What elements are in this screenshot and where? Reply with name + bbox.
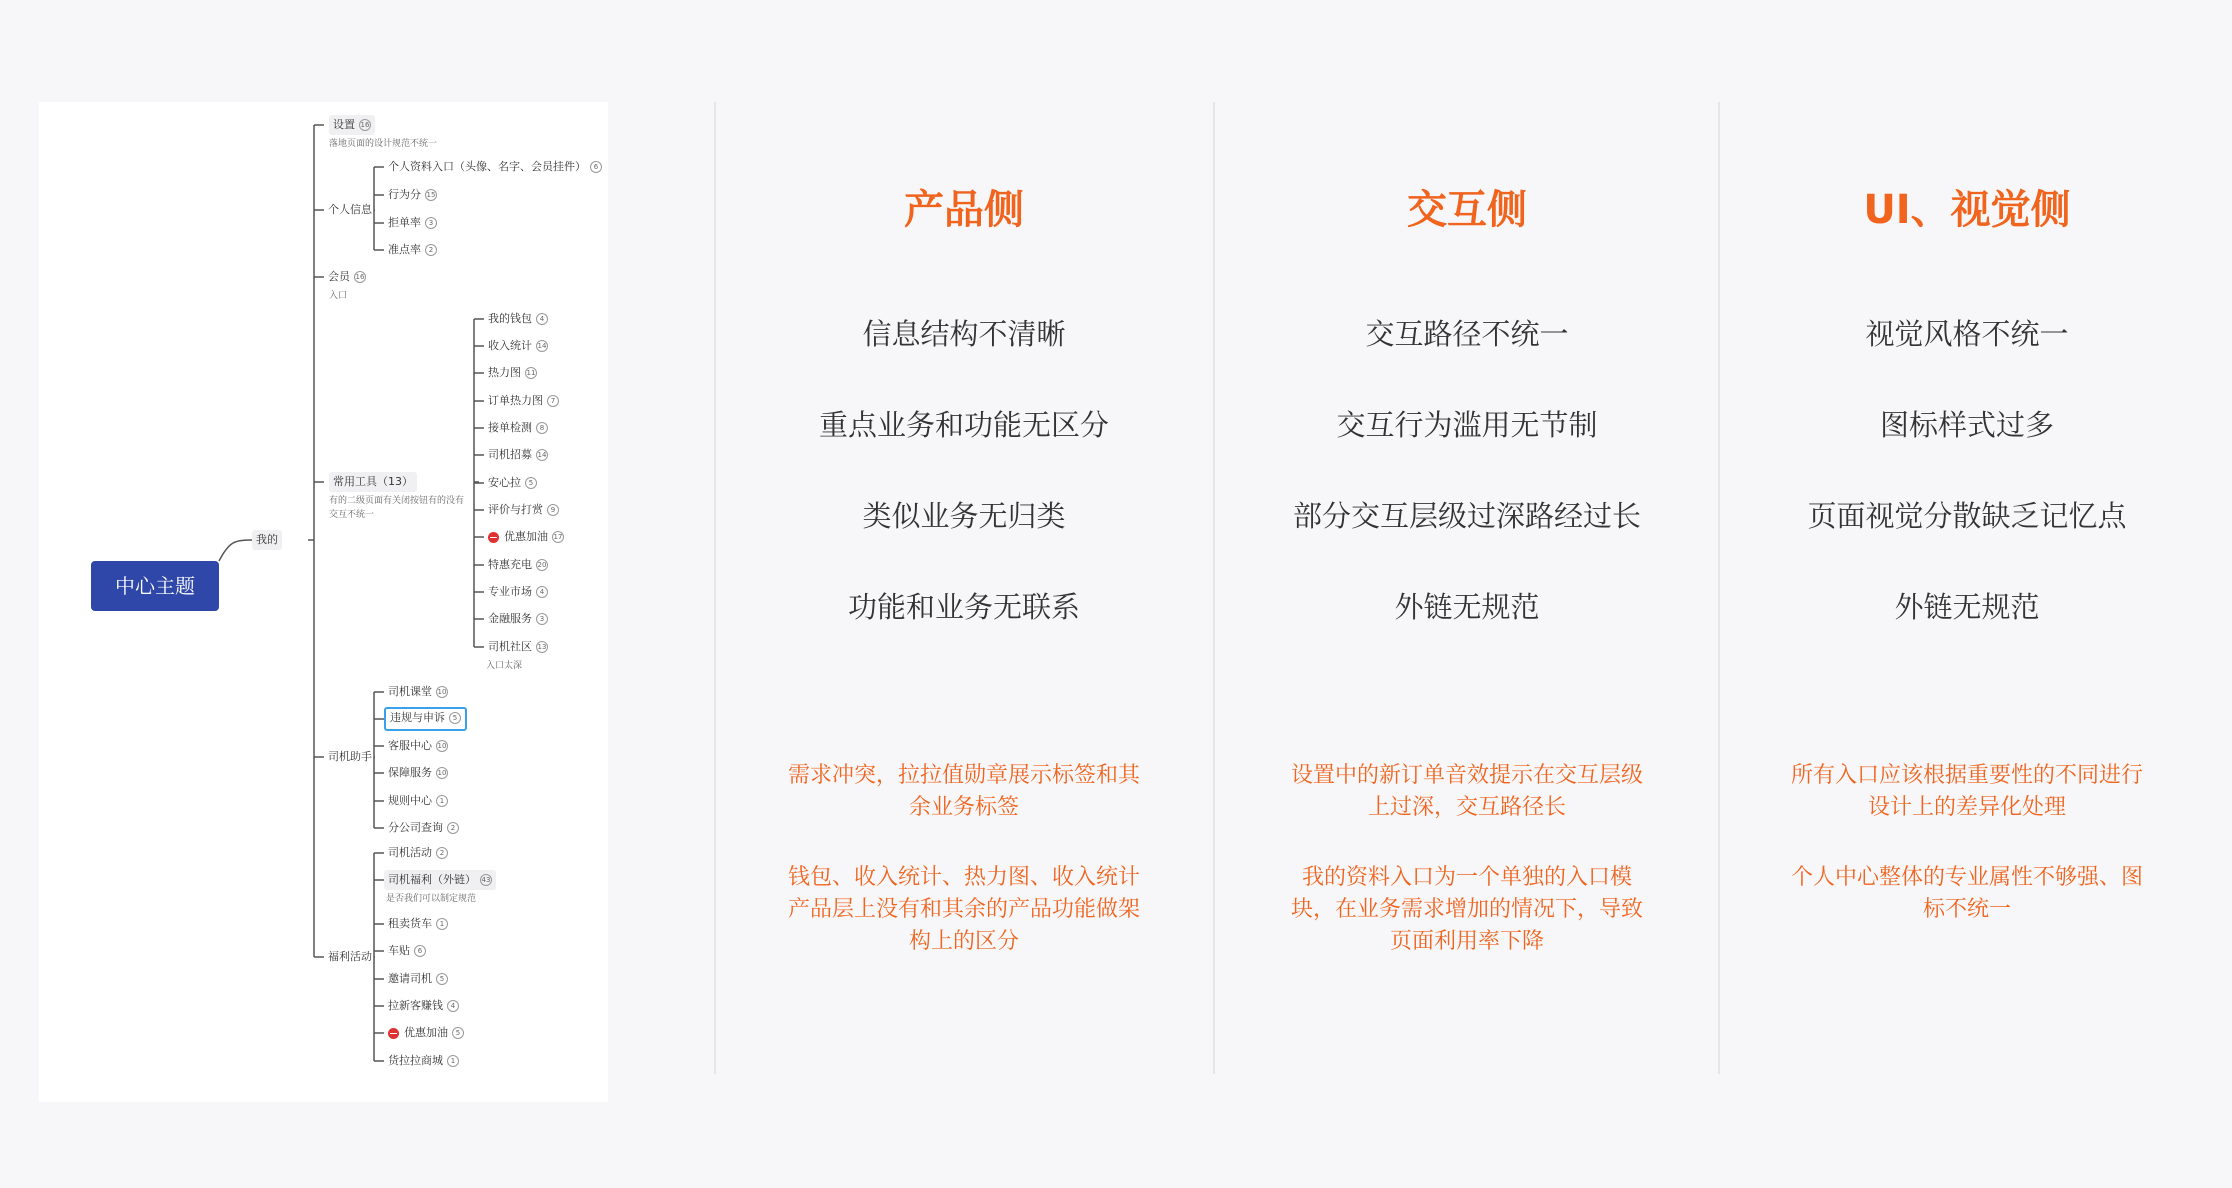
- topic-label: 司机课堂: [388, 685, 432, 698]
- child-topic[interactable]: [384, 996, 463, 1016]
- count-badge: 8: [536, 422, 548, 434]
- topic-label: 拉新客赚钱: [388, 999, 443, 1012]
- child-topic[interactable]: [384, 843, 452, 863]
- topic-label: 特惠充电: [488, 558, 532, 571]
- child-topic[interactable]: [384, 1023, 468, 1043]
- column-interaction: [1247, 160, 1687, 954]
- topic-label: 接单检测: [488, 421, 532, 434]
- column-title: 产品侧: [904, 187, 1024, 233]
- topic-label: 客服中心: [388, 739, 432, 752]
- group-topic[interactable]: [324, 267, 370, 287]
- topic-label: 我的: [256, 533, 278, 546]
- issue-note: 个人中心整体的专业属性不够强、图标不统一: [1790, 865, 2143, 922]
- topic-label: 规则中心: [388, 794, 432, 807]
- count-badge: 11: [526, 369, 536, 377]
- child-topic[interactable]: [384, 736, 452, 756]
- topic-label: 优惠加油: [404, 1026, 448, 1039]
- count-badge: 7: [547, 395, 559, 407]
- topic-label: 保障服务: [388, 766, 432, 779]
- column-divider: [1718, 102, 1720, 1074]
- count-badge: 1: [436, 795, 448, 807]
- child-topic[interactable]: [484, 582, 552, 602]
- count-badge: 2: [447, 822, 459, 834]
- topic-label: 福利活动: [328, 950, 372, 963]
- branch-topic[interactable]: [252, 530, 282, 550]
- child-topic[interactable]: [384, 213, 441, 233]
- issue-note: 需求冲突，拉拉值勋章展示标签和其余业务标签: [787, 763, 1140, 820]
- issue-item: 交互路径不统一: [1365, 317, 1569, 351]
- root-topic[interactable]: 中心主题: [91, 561, 219, 611]
- issue-item: 外链无规范: [1894, 590, 2040, 624]
- topic-label: 安心拉: [488, 476, 521, 489]
- issue-item: 功能和业务无联系: [847, 590, 1080, 624]
- child-topic[interactable]: [484, 418, 552, 438]
- topic-label: 我的钱包: [488, 312, 532, 325]
- group-topic[interactable]: [324, 947, 376, 967]
- child-topic[interactable]: [484, 336, 552, 356]
- count-badge: 1: [436, 918, 448, 930]
- child-topic[interactable]: [484, 527, 568, 547]
- topic-label: 个人资料入口（头像、名字、会员挂件）: [388, 160, 586, 173]
- child-topic[interactable]: [384, 240, 441, 260]
- issue-note: 我的资料入口为一个单独的入口模块，在业务需求增加的情况下，导致页面利用率下降: [1290, 865, 1643, 954]
- issue-note: 设置中的新订单音效提示在交互层级上过深，交互路径长: [1290, 763, 1643, 820]
- mindmap-panel: [39, 102, 608, 1102]
- topic-label: 邀请司机: [388, 972, 432, 985]
- child-topic[interactable]: [484, 500, 563, 520]
- topic-note: 是否我们可以制定规范: [386, 894, 477, 904]
- child-topic[interactable]: [384, 870, 496, 890]
- column-title: UI、视觉侧: [1863, 187, 2071, 233]
- count-badge: 14: [537, 451, 547, 459]
- child-topic[interactable]: [484, 609, 552, 629]
- topic-label: 常用工具（13）: [333, 475, 413, 488]
- topic-label: 拒单率: [388, 216, 421, 229]
- child-topic[interactable]: [484, 391, 563, 411]
- child-topic[interactable]: [384, 969, 452, 989]
- topic-label: 评价与打赏: [488, 503, 543, 516]
- issue-note: 钱包、收入统计、热力图、收入统计产品层上没有和其余的产品功能做架构上的区分: [787, 865, 1140, 954]
- count-badge: 10: [437, 742, 447, 750]
- count-badge: 20: [537, 561, 547, 569]
- child-topic[interactable]: [384, 763, 452, 783]
- priority-flag-icon: [388, 1028, 399, 1039]
- count-badge: 6: [414, 945, 426, 957]
- group-topic[interactable]: [324, 747, 376, 767]
- count-badge: 4: [536, 313, 548, 325]
- count-badge: 4: [536, 586, 548, 598]
- child-topic[interactable]: [484, 555, 552, 575]
- child-topic[interactable]: [384, 157, 606, 177]
- child-topic[interactable]: [484, 473, 541, 493]
- count-badge: 14: [537, 342, 547, 350]
- count-badge: 10: [437, 688, 447, 696]
- child-topic[interactable]: [484, 637, 552, 657]
- connector-line: [219, 540, 252, 561]
- topic-label: 专业市场: [488, 585, 532, 598]
- topic-label: 行为分: [388, 188, 421, 201]
- issue-item: 外链无规范: [1394, 590, 1540, 624]
- count-badge: 1: [447, 1055, 459, 1067]
- child-topic[interactable]: [384, 185, 441, 205]
- child-topic[interactable]: [384, 941, 430, 961]
- issue-note: 所有入口应该根据重要性的不同进行设计上的差异化处理: [1790, 763, 2143, 820]
- child-topic[interactable]: [484, 445, 552, 465]
- topic-label: 司机活动: [388, 846, 432, 859]
- count-badge: 13: [537, 643, 547, 651]
- issue-item: 部分交互层级过深路经过长: [1292, 499, 1641, 533]
- topic-label: 优惠加油: [504, 530, 548, 543]
- count-badge: 10: [437, 769, 447, 777]
- topic-note: 落地页面的设计规范不统一: [329, 139, 438, 149]
- column-divider: [1213, 102, 1215, 1074]
- topic-label: 司机福利（外链）: [388, 873, 476, 886]
- topic-label: 热力图: [488, 366, 521, 379]
- topic-label: 金融服务: [488, 612, 532, 625]
- child-topic[interactable]: [384, 818, 463, 838]
- group-topic[interactable]: [329, 115, 375, 135]
- count-badge: 3: [425, 217, 437, 229]
- count-badge: 15: [426, 191, 436, 199]
- count-badge: 17: [553, 533, 563, 541]
- topic-label: 会员: [328, 270, 350, 283]
- count-badge: 5: [449, 712, 461, 724]
- topic-note: 入口: [329, 291, 348, 301]
- count-badge: 2: [436, 847, 448, 859]
- issue-item: 图标样式过多: [1879, 408, 2054, 442]
- group-topic[interactable]: [324, 200, 376, 220]
- priority-flag-icon: [488, 532, 499, 543]
- topic-label: 准点率: [388, 243, 421, 256]
- count-badge: 6: [590, 161, 602, 173]
- child-topic[interactable]: [384, 1051, 463, 1071]
- child-topic[interactable]: [384, 914, 452, 934]
- topic-note: 有的二级页面有关闭按钮有的没有 交互不统一: [329, 496, 465, 520]
- topic-label: 违规与申诉: [390, 711, 445, 724]
- topic-label: 车贴: [388, 944, 410, 957]
- child-topic[interactable]: [384, 682, 452, 702]
- issue-item: 视觉风格不统一: [1865, 317, 2069, 351]
- topic-label: 司机助手: [328, 750, 372, 763]
- count-badge: 5: [525, 477, 537, 489]
- child-topic[interactable]: [384, 791, 452, 811]
- child-topic[interactable]: [484, 309, 552, 329]
- count-badge: 16: [355, 273, 365, 281]
- issue-item: 重点业务和功能无区分: [818, 408, 1109, 442]
- column-title: 交互侧: [1407, 187, 1527, 233]
- count-badge: 9: [547, 504, 559, 516]
- topic-label: 租卖货车: [388, 917, 432, 930]
- topic-note: 入口太深: [486, 661, 523, 671]
- column-divider: [714, 102, 716, 1074]
- count-badge: 3: [536, 613, 548, 625]
- topic-label: 个人信息: [328, 203, 372, 216]
- count-badge: 16: [360, 121, 370, 129]
- topic-label: 司机社区: [488, 640, 532, 653]
- group-topic[interactable]: [329, 472, 417, 492]
- issue-item: 交互行为滥用无节制: [1336, 408, 1598, 442]
- topic-label: 设置: [333, 118, 355, 131]
- child-topic[interactable]: [484, 363, 541, 383]
- count-badge: 5: [452, 1027, 464, 1039]
- topic-label: 货拉拉商城: [388, 1054, 443, 1067]
- topic-label: 分公司查询: [388, 821, 443, 834]
- count-badge: 4: [447, 1000, 459, 1012]
- topic-label: 订单热力图: [488, 394, 543, 407]
- count-badge: 5: [436, 973, 448, 985]
- child-topic[interactable]: [384, 707, 467, 731]
- count-badge: 2: [425, 244, 437, 256]
- count-badge: 43: [481, 876, 491, 884]
- topic-label: 司机招募: [488, 448, 532, 461]
- issue-item: 页面视觉分散缺乏记忆点: [1807, 499, 2127, 533]
- column-product: [744, 160, 1184, 954]
- issue-item: 类似业务无归类: [862, 499, 1066, 533]
- column-visual: [1747, 160, 2187, 922]
- issue-item: 信息结构不清晰: [862, 317, 1066, 351]
- topic-label: 收入统计: [488, 339, 532, 352]
